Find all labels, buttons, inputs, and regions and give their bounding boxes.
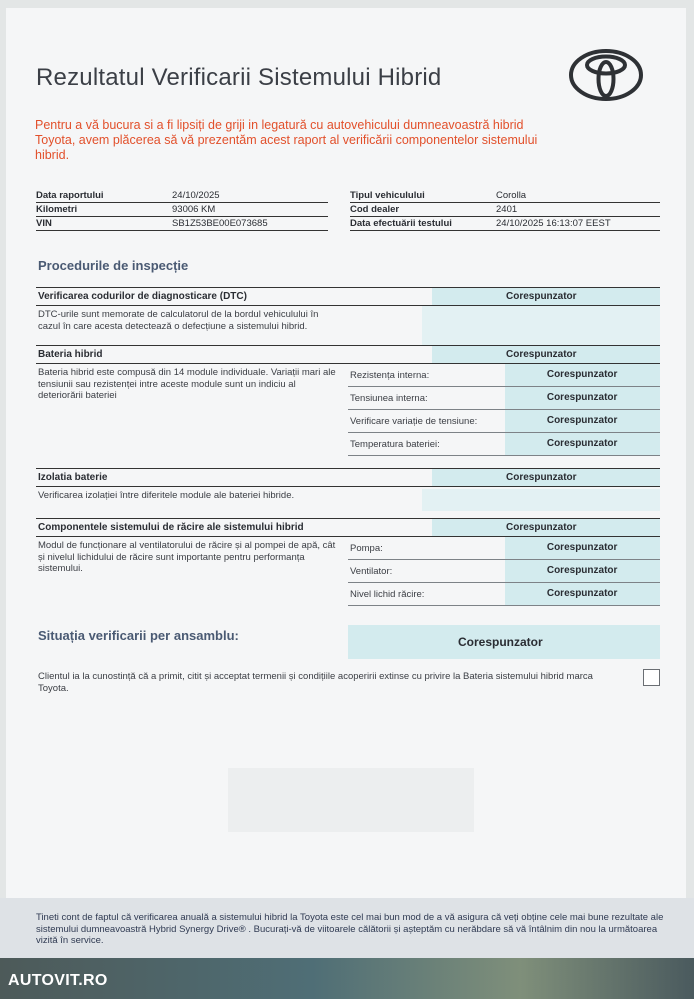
section-description: Verificarea izolației între diferitele module ale bateriei hibride.: [38, 490, 295, 501]
section-heading: Verificarea codurilor de diagnosticare (DTC): [38, 291, 247, 302]
check-row: [348, 433, 660, 456]
section-status: Corespunzator: [432, 469, 660, 486]
check-value: Corespunzator: [505, 364, 660, 386]
section-description: DTC-urile sunt memorate de calculatorul de la bordul vehiculului în cazul în care acesta detectează o defecțiune a sistemului hibrid.: [38, 309, 319, 332]
section-header: [36, 468, 660, 487]
check-row: [348, 364, 660, 387]
page-title: Rezultatul Verificarii Sistemului Hibrid: [36, 64, 442, 91]
check-value: Corespunzator: [505, 410, 660, 432]
section-insulation: [36, 468, 660, 502]
section-cooling: [36, 518, 660, 608]
section-status: Corespunzator: [432, 288, 660, 305]
check-row: [348, 560, 660, 583]
meta-row: [350, 203, 660, 217]
consent-text: Clientul ia la cunostință că a primit, citit și acceptat termenii și condițiile acoperirii extinse cu privire la Bateria sistemului hibrid marca Toyota.: [38, 671, 593, 694]
section-header: [36, 518, 660, 537]
check-row: [348, 387, 660, 410]
report-meta-right: [350, 189, 660, 231]
section-status: Corespunzator: [432, 519, 660, 536]
meta-value: SB1Z53BE00E073685: [172, 218, 268, 229]
section-dtc: [36, 287, 660, 332]
meta-label: Data efectuării testului: [350, 218, 452, 229]
intro-text: Pentru a vă bucura si a fi lipsiți de griji in legatură cu autovehicului dumneavoastră hibrid Toyota, avem plăcerea să vă prezentăm acest raport al verificării componentelor sistemului hibrid.: [35, 118, 538, 162]
check-label: Ventilator:: [350, 565, 393, 577]
meta-label: Cod dealer: [350, 204, 400, 215]
check-row: [348, 410, 660, 433]
meta-row: [36, 189, 328, 203]
check-label: Temperatura bateriei:: [350, 438, 440, 450]
check-label: Verificare variație de tensiune:: [350, 415, 478, 427]
section-header: [36, 287, 660, 306]
check-row: [348, 537, 660, 560]
check-value: Corespunzator: [505, 387, 660, 409]
check-label: Rezistența interna:: [350, 369, 430, 381]
check-value: Corespunzator: [505, 560, 660, 582]
check-label: Tensiunea interna:: [350, 392, 428, 404]
section-battery: [36, 345, 660, 455]
meta-value: 93006 KM: [172, 204, 216, 215]
meta-label: Kilometri: [36, 204, 78, 215]
meta-value: 24/10/2025 16:13:07 EEST: [496, 218, 611, 229]
section-heading: Bateria hibrid: [38, 349, 103, 360]
meta-value: Corolla: [496, 190, 527, 201]
section-heading: Izolatia baterie: [38, 472, 108, 483]
meta-label: VIN: [36, 218, 52, 229]
faded-stamp-area: [228, 768, 474, 832]
report-meta-left: [36, 189, 328, 231]
section-description: Modul de funcționare al ventilatorului de răcire și al pompei de apă, cât și nivelul lichidului de răcire sunt importante pentru performanța sistemului.: [38, 540, 336, 574]
procedures-title: Procedurile de inspecție: [38, 258, 189, 273]
check-value: Corespunzator: [505, 583, 660, 605]
meta-row: [36, 217, 328, 231]
toyota-logo-icon: [568, 48, 644, 102]
section-status: Corespunzator: [432, 346, 660, 363]
check-label: Pompa:: [350, 542, 383, 554]
overall-label: Situația verificarii per ansamblu:: [38, 628, 239, 643]
footer-note: [0, 898, 694, 958]
check-value: Corespunzator: [505, 433, 660, 455]
check-row: [348, 583, 660, 606]
meta-row: [350, 189, 660, 203]
section-heading: Componentele sistemului de răcire ale sistemului hibrid: [38, 522, 304, 533]
check-label: Nivel lichid răcire:: [350, 588, 425, 600]
brand-watermark: AUTOVIT.RO: [8, 972, 108, 989]
meta-row: [36, 203, 328, 217]
meta-label: Data raportului: [36, 190, 104, 201]
section-header: [36, 345, 660, 364]
consent-checkbox[interactable]: [643, 669, 660, 686]
meta-value: 2401: [496, 204, 518, 215]
overall-value: Corespunzator: [348, 625, 660, 659]
check-value: Corespunzator: [505, 537, 660, 559]
section-description: Bateria hibrid este compusă din 14 module individuale. Variații mari ale tensiunii sau rezistenței intre aceste module sunt un indiciu al deteriorării bateriei: [38, 367, 336, 401]
meta-row: [350, 217, 660, 231]
meta-label: Tipul vehiculului: [350, 190, 425, 201]
footer-text: Tineti cont de faptul că verificarea anuală a sistemului hibrid la Toyota este cel mai bun mod de a vă asigura că veți obține cele mai bune rezultate ale sistemului dumneavoastră Hybrid Synergy Drive® . Bucurați-vă de viitoarele călătorii și așteptăm cu nerăbdare să vă întâlnim din nou la următoarea vizită în service.: [36, 912, 664, 946]
overall-result: [36, 625, 660, 659]
meta-value: 24/10/2025: [172, 190, 220, 201]
